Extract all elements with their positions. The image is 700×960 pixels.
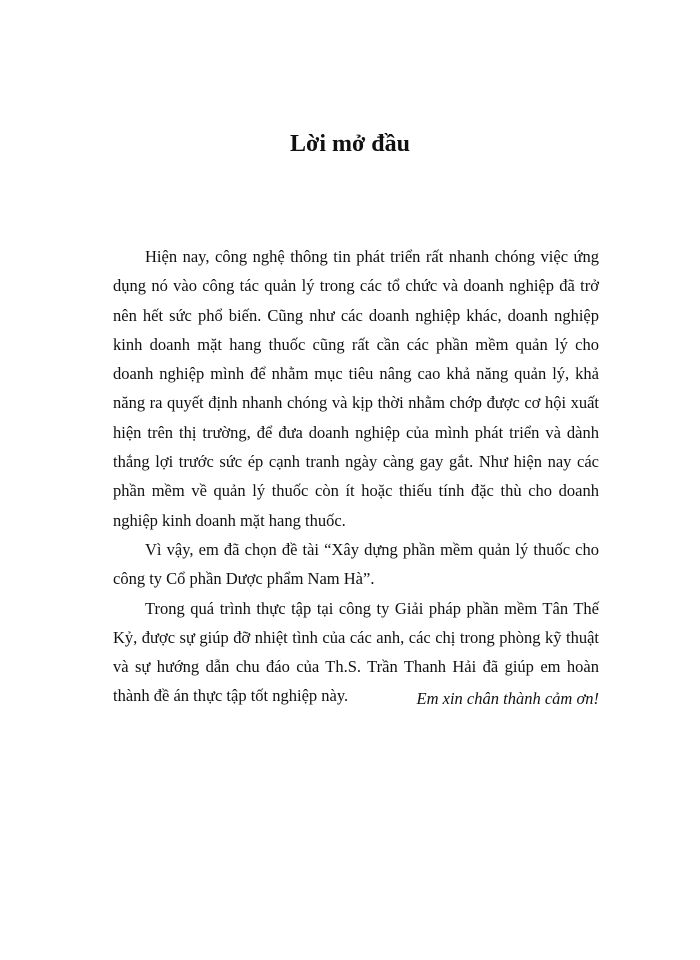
page-title: Lời mở đầu (290, 131, 410, 157)
paragraph-topic: Vì vậy, em đã chọn đề tài “Xây dựng phần mềm quản lý thuốc cho công ty Cổ phần Dược phẩm Nam Hà”. (113, 539, 599, 589)
closing-thanks: Em xin chân thành cảm ơn! (416, 689, 599, 708)
paragraph-intro: Hiện nay, công nghệ thông tin phát triển rất nhanh chóng việc ứng dụng nó vào công tác quản lý trong các tổ chức và doanh nghiệp đã trở nên hết sức phổ biến. Cũng như các doanh nghiệp khác, doanh nghiệp kinh doanh mặt hang thuốc cũng rất cần các phần mềm quản lý cho doanh nghiệp mình để nhằm mục tiêu nâng cao khả năng quản lý, khả năng ra quyết định nhanh chóng và kịp thời nhằm chớp được cơ hội xuất hiện trên thị trường, để đưa doanh nghiệp của mình phát triển và dành thắng lợi trước sức ép cạnh tranh ngày càng gay gắt. Như hiện nay các phần mềm về quản lý thuốc còn ít hoặc thiếu tính đặc thù cho doanh nghiệp kinh doanh mặt hang thuốc. (113, 247, 599, 530)
paragraph-acknowledgement: Trong quá trình thực tập tại công ty Giải pháp phần mềm Tân Thế Kỷ, được sự giúp đỡ nhiệt tình của các anh, các chị trong phòng kỹ thuật và sự hướng dẫn chu đáo của Th.S. Trần Thanh Hải đã giúp em hoàn thành đề án thực tập tốt nghiệp này. (113, 598, 599, 706)
document-body (113, 242, 599, 711)
